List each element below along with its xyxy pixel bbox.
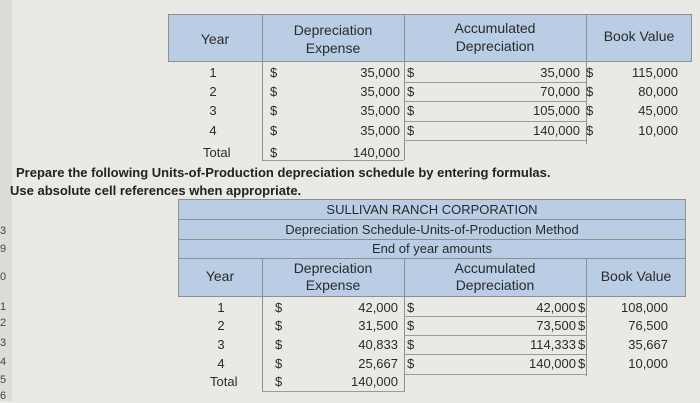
cell-book-value[interactable]: 35,667 [628, 337, 668, 352]
cell-book-value[interactable]: 80,000 [638, 84, 678, 99]
cell-border [404, 82, 586, 83]
cell-book-value[interactable]: 45,000 [638, 103, 678, 118]
header-accum-dep-line2: Depreciation [455, 38, 535, 54]
cell-year[interactable]: 4 [217, 356, 225, 371]
cell-dep-expense[interactable]: 25,667 [358, 356, 398, 371]
cell-currency: $ [270, 65, 278, 80]
instruction-line-2: Use absolute cell references when appropriate. [10, 183, 302, 198]
cell-accum-dep[interactable]: 114,333 [529, 337, 576, 352]
cell-currency: $ [407, 65, 415, 80]
cell-total-label[interactable]: Total [203, 145, 231, 160]
instruction-line-1: Prepare the following Units-of-Production depreciation schedule by entering formulas. [16, 165, 551, 180]
cell-book-value[interactable]: 115,000 [631, 65, 678, 80]
schedule-subtitle: End of year amounts [372, 241, 492, 256]
cell-year[interactable]: 2 [209, 84, 217, 99]
cell-year[interactable]: 3 [217, 337, 225, 352]
row-number[interactable]: 9 [0, 243, 7, 255]
cell-currency: $ [270, 103, 278, 118]
header-divider [178, 219, 686, 220]
cell-border [404, 354, 586, 355]
cell-dep-expense[interactable]: 35,000 [360, 103, 400, 118]
cell-accum-dep[interactable]: 140,000 [533, 123, 580, 138]
cell-accum-dep[interactable]: 35,000 [540, 65, 580, 80]
cell-year[interactable]: 2 [217, 318, 225, 333]
cell-dep-expense[interactable]: 35,000 [360, 123, 400, 138]
cell-currency: $ [407, 300, 415, 315]
header-divider [178, 239, 686, 240]
cell-dep-expense[interactable]: 42,000 [358, 300, 398, 315]
cell-currency: $ [407, 356, 415, 371]
cell-total-dep[interactable]: 140,000 [353, 145, 400, 160]
cell-year[interactable]: 1 [217, 300, 225, 315]
cell-currency: $ [586, 84, 594, 99]
row-number[interactable]: 0 [0, 271, 7, 283]
row-number[interactable]: 1 [0, 301, 7, 313]
cell-dep-expense[interactable]: 31,500 [358, 318, 398, 333]
cell-total-label[interactable]: Total [210, 374, 238, 389]
cell-currency: $ [578, 356, 586, 371]
cell-total-dep[interactable]: 140,000 [351, 374, 398, 389]
cell-currency: $ [270, 145, 278, 160]
cell-accum-dep[interactable]: 70,000 [540, 84, 580, 99]
header-book-value: Book Value [603, 28, 675, 44]
cell-currency: $ [578, 337, 586, 352]
cell-border [404, 140, 586, 141]
cell-book-value[interactable]: 108,000 [621, 300, 668, 315]
cell-book-value[interactable]: 10,000 [628, 356, 668, 371]
cell-currency: $ [407, 318, 415, 333]
cell-currency: $ [275, 318, 283, 333]
cell-currency: $ [586, 103, 594, 118]
cell-dep-expense[interactable]: 35,000 [360, 65, 400, 80]
cell-accum-dep[interactable]: 73,500 [536, 318, 576, 333]
cell-currency: $ [407, 84, 415, 99]
company-title: SULLIVAN RANCH CORPORATION [326, 202, 538, 217]
header-book-value: Book Value [600, 268, 672, 284]
cell-currency: $ [586, 65, 594, 80]
cell-currency: $ [407, 123, 415, 138]
row-number[interactable]: 3 [0, 337, 7, 349]
cell-border [404, 316, 586, 317]
cell-dep-expense[interactable]: 35,000 [360, 84, 400, 99]
cell-year[interactable]: 1 [209, 65, 217, 80]
cell-currency: $ [270, 123, 278, 138]
cell-border [262, 160, 404, 161]
header-dep-expense-line2: Expense [305, 277, 361, 293]
cell-border [404, 121, 586, 122]
cell-accum-dep[interactable]: 105,000 [533, 103, 580, 118]
cell-currency: $ [275, 337, 283, 352]
header-accum-dep-line1: Accumulated [454, 20, 536, 36]
cell-currency: $ [275, 300, 283, 315]
row-number[interactable]: 2 [0, 317, 7, 329]
cell-currency: $ [270, 84, 278, 99]
cell-year[interactable]: 3 [209, 103, 217, 118]
cell-dep-expense[interactable]: 40,833 [358, 337, 398, 352]
cell-currency: $ [407, 337, 415, 352]
cell-currency: $ [275, 374, 283, 389]
cell-currency: $ [275, 356, 283, 371]
header-dep-expense-line2: Expense [305, 40, 361, 56]
cell-book-value[interactable]: 76,500 [628, 318, 668, 333]
header-divider [178, 258, 686, 259]
row-number[interactable]: 5 [0, 374, 7, 386]
cell-border [404, 335, 586, 336]
header-dep-expense-line1: Depreciation [293, 260, 373, 276]
schedule-title: Depreciation Schedule-Units-of-Production Method [285, 222, 579, 237]
cell-border [262, 391, 404, 392]
cell-year[interactable]: 4 [209, 123, 217, 138]
cell-accum-dep[interactable]: 42,000 [536, 300, 576, 315]
cell-currency: $ [586, 123, 594, 138]
row-number[interactable]: 4 [0, 356, 7, 368]
header-year: Year [200, 31, 230, 47]
header-year: Year [205, 268, 235, 284]
header-dep-expense-line1: Depreciation [293, 22, 373, 38]
cell-currency: $ [578, 300, 586, 315]
cell-accum-dep[interactable]: 140,000 [529, 356, 576, 371]
row-number[interactable]: 6 [0, 390, 7, 402]
cell-border [404, 374, 586, 375]
cell-border [404, 101, 586, 102]
header-accum-dep-line2: Depreciation [455, 277, 535, 293]
cell-book-value[interactable]: 10,000 [638, 123, 678, 138]
cell-currency: $ [578, 318, 586, 333]
header-accum-dep-line1: Accumulated [454, 260, 536, 276]
cell-currency: $ [407, 103, 415, 118]
row-number[interactable]: 3 [0, 225, 7, 237]
